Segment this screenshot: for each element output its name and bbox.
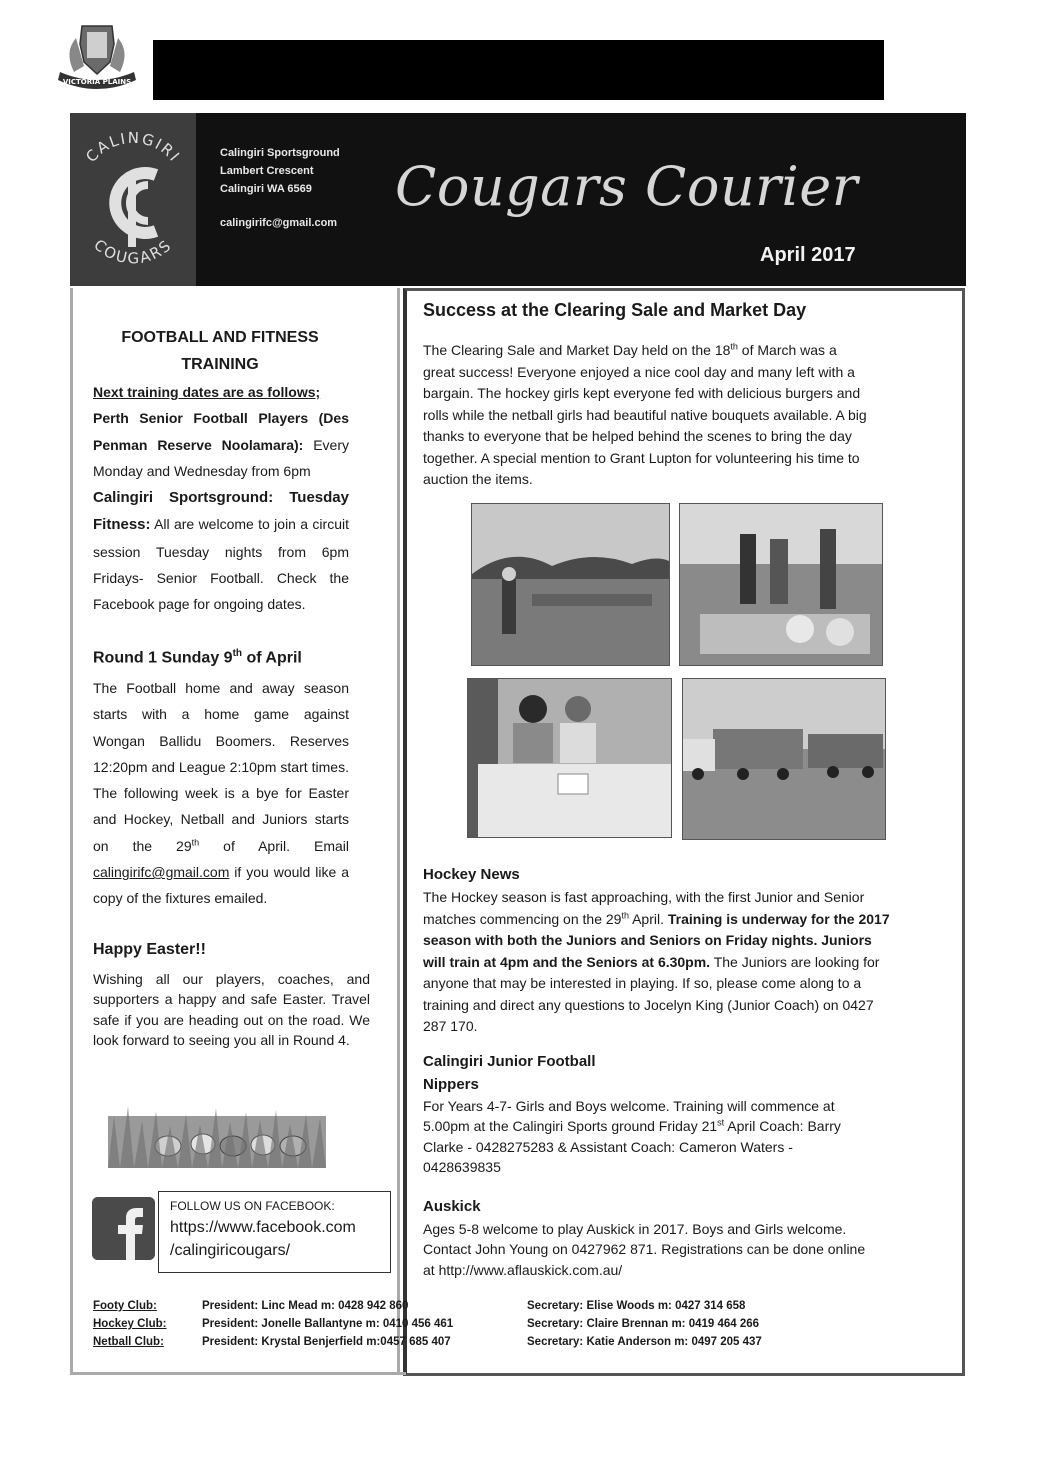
- round1-title-text: of April: [242, 649, 302, 667]
- junior-text: April Coach: Barry Clarke - 0428275283 & Assistant Coach: Cameron Waters - 0428639835: [423, 1118, 841, 1175]
- clearing-text: of March was a great success! Everyone enjoyed a nice cool day and many left with a bargain. The hockey girls kept everyone fed with delicious burgers and rolls while the netball girls had beautiful native bouquets available. A big thanks to everyone that be helped behind the scenes to bring the day together. A special mention to Grant Lupton for volunteering his time to auction the items.: [423, 342, 867, 487]
- divider: [70, 1372, 406, 1375]
- round1-title: [93, 648, 302, 667]
- photo-trucks-paddock: [682, 678, 886, 840]
- perth-label: Perth Senior Football Players (Des Penman Reserve Noolamara):: [93, 410, 349, 453]
- facebook-url-line: https://www.facebook.com: [170, 1219, 356, 1236]
- issue-date: April 2017: [760, 244, 856, 266]
- sportsground-label: Calingiri Sportsground: Tuesday Fitness:: [93, 489, 349, 534]
- hockey-text: The Hockey season is fast approaching, with the first Junior and Senior matches commencing on the 29: [423, 889, 865, 927]
- club-president: President: Linc Mead m: 0428 942 860: [202, 1300, 409, 1312]
- clearing-text: The Clearing Sale and Market Day held on the 18: [423, 342, 731, 358]
- facebook-url-link[interactable]: [170, 1216, 385, 1262]
- photo-registration-table: [467, 678, 672, 838]
- hockey-news-title: Hockey News: [423, 866, 520, 883]
- clearing-sale-body: [423, 340, 868, 491]
- round1-title-text: Round 1 Sunday 9: [93, 649, 233, 667]
- club-president: President: Krystal Benjerfield m:0457 685 407: [202, 1336, 451, 1348]
- address-line: Calingiri Sportsground: [220, 147, 340, 159]
- svg-text:CALINGIRI: [82, 129, 184, 166]
- masthead-title: Cougars Courier: [395, 155, 859, 218]
- hockey-text: The Juniors are looking for anyone that may be interested in playing. If so, please come along to a training and direct any questions to Jocelyn King (Junior Coach) on 0427 287 170.: [423, 953, 880, 1034]
- logo-text-top: CALINGIRI: [82, 128, 185, 166]
- address-line: Lambert Crescent: [220, 165, 314, 177]
- club-crest-logo: [54, 22, 140, 96]
- round1-text: if you would like a copy of the fixtures emailed.: [93, 864, 349, 907]
- easter-title: Happy Easter!!: [93, 941, 206, 958]
- round1-text: The Football home and away season starts with a home game against Wongan Ballidu Boomers. Reserves 12:20pm and League 2:10pm start times. The following week is a bye for Easter and Hockey, Netball and Juniors starts on the 29: [93, 680, 349, 854]
- perth-text: Every Monday and Wednesday from 6pm: [93, 436, 349, 479]
- easter-body: Wishing all our players, coaches, and supporters a happy and safe Easter. Travel safe if you are heading out on the road. We look forward to seeing you all in Round 4.: [93, 971, 370, 1048]
- junior-text: For Years 4-7- Girls and Boys welcome. Training will commence at 5.00pm at the Calingiri Sports ground Friday 21: [423, 1098, 835, 1135]
- round1-body: [93, 675, 349, 912]
- club-president: President: Jonelle Ballantyne m: 0410 456 461: [202, 1318, 454, 1330]
- training-body: [93, 379, 349, 618]
- facebook-icon[interactable]: [92, 1197, 155, 1260]
- address-line: Calingiri WA 6569: [220, 183, 312, 195]
- crest-banner-text: VICTORIA PLAINS: [62, 78, 132, 86]
- cougars-logo-box: [70, 113, 196, 286]
- junior-sup: st: [717, 1117, 725, 1128]
- facebook-url-line: /calingiricougars/: [170, 1242, 291, 1259]
- hockey-training-bold: Training is underway for the 2017 season with both the Juniors and Seniors on Friday nights. Juniors will train at 4pm and the Seniors at 6.30pm.: [423, 910, 890, 970]
- clearing-sale-title: Success at the Clearing Sale and Market Day: [423, 300, 807, 320]
- hockey-text: April.: [628, 910, 668, 927]
- round1-title-sup: th: [232, 648, 243, 659]
- auskick-title: Auskick: [423, 1198, 481, 1215]
- club-name: Netball Club:: [93, 1336, 164, 1348]
- round1-sup: th: [191, 837, 200, 848]
- auskick-body: Ages 5-8 welcome to play Auskick in 2017. Boys and Girls welcome. Contact John Young on 0427962 871. Registrations can be done online at http://www.aflauskick.com.au/: [423, 1221, 866, 1278]
- next-dates-heading: Next training dates are as follows;: [93, 384, 321, 400]
- hockey-sup: th: [621, 909, 629, 920]
- hockey-news-body: [423, 887, 895, 1038]
- club-secretary: Secretary: Claire Brennan m: 0419 464 266: [527, 1318, 760, 1330]
- round1-text: of April. Email: [199, 837, 349, 854]
- club-email[interactable]: calingirifc@gmail.com: [220, 217, 338, 229]
- club-address: [220, 144, 340, 232]
- junior-football-body: [423, 1096, 868, 1177]
- photo-market-stall: [679, 503, 883, 666]
- club-secretary: Secretary: Elise Woods m: 0427 314 658: [527, 1300, 746, 1312]
- photo-auction-crowd: [471, 503, 670, 666]
- training-title: [92, 324, 348, 378]
- facebook-label: FOLLOW US ON FACEBOOK:: [170, 1199, 335, 1213]
- easter-eggs-grass-image: [108, 1076, 326, 1168]
- club-name: Hockey Club:: [93, 1318, 167, 1330]
- club-secretary: Secretary: Katie Anderson m: 0497 205 437: [527, 1336, 762, 1348]
- clearing-sup: th: [730, 341, 738, 352]
- sportsground-text: All are welcome to join a circuit session Tuesday nights from 6pm Fridays- Senior Football. Check the Facebook page for ongoing dates.: [93, 516, 349, 613]
- nippers-subtitle: Nippers: [423, 1076, 479, 1093]
- training-title-line: FOOTBALL AND FITNESS: [121, 329, 319, 346]
- logo-text-bottom: COUGARS: [90, 235, 176, 268]
- club-name: Footy Club:: [93, 1300, 157, 1312]
- redacted-banner: [153, 40, 884, 100]
- junior-football-title: Calingiri Junior Football: [423, 1053, 596, 1070]
- cougars-logo: [70, 113, 196, 286]
- fixtures-email-link[interactable]: calingirifc@gmail.com: [93, 864, 230, 881]
- training-title-line: TRAINING: [181, 356, 259, 373]
